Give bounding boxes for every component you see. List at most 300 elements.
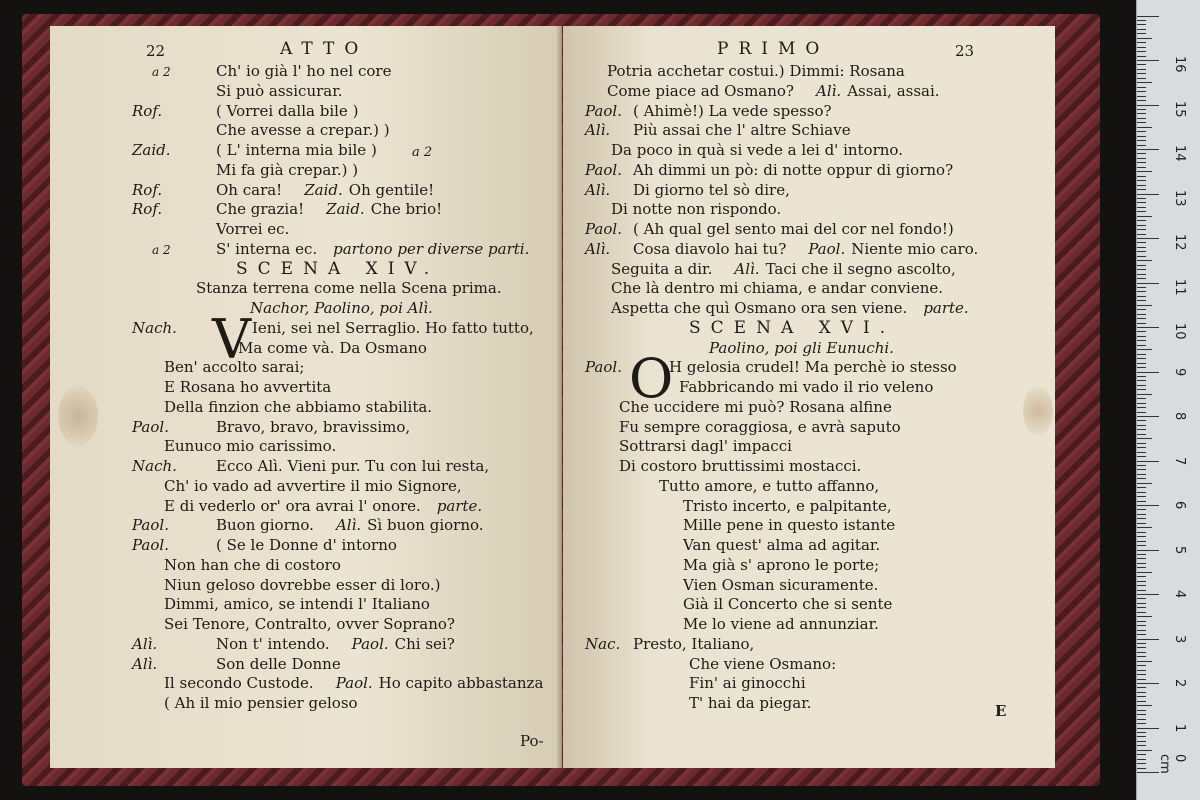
ruler-tick bbox=[1137, 29, 1146, 30]
verse-line bbox=[132, 141, 377, 161]
verse-text: Che avesse a crepar.) ) bbox=[216, 121, 390, 140]
signature-mark: E bbox=[995, 702, 1007, 720]
ruler-tick bbox=[1137, 705, 1152, 706]
stage-direction: partono per diverse parti. bbox=[333, 239, 530, 258]
ruler-tick bbox=[1137, 461, 1159, 462]
ruler-tick bbox=[1137, 185, 1146, 186]
verse-line bbox=[132, 240, 529, 261]
verse-text: Non t' intendo. bbox=[216, 634, 330, 653]
stage-direction: Paolino, poi gli Eunuchi. bbox=[709, 338, 894, 357]
verse-text: Potria acchetar costui.) Dimmi: Rosana bbox=[607, 62, 905, 80]
ruler-tick bbox=[1137, 314, 1146, 315]
speaker-label: Zaid. bbox=[132, 141, 171, 159]
stage-direction: Nachor, Paolino, poi Alì. bbox=[250, 299, 433, 317]
ruler-tick bbox=[1137, 438, 1152, 439]
verse-text: Seguita a dir. bbox=[611, 259, 713, 278]
ruler-tick bbox=[1137, 162, 1146, 163]
ruler-tick bbox=[1137, 576, 1146, 577]
speaker-label: Paol. bbox=[808, 239, 846, 258]
ruler-tick bbox=[1137, 367, 1146, 368]
ruler-tick bbox=[1137, 558, 1146, 559]
ruler-tick bbox=[1137, 483, 1152, 484]
ruler-tick bbox=[1137, 60, 1159, 61]
ruler-tick bbox=[1137, 238, 1159, 239]
verse-line bbox=[132, 497, 482, 517]
verse-line bbox=[132, 121, 390, 141]
ruler-tick bbox=[1137, 710, 1146, 711]
verse-text: Più assai che l' altre Schiave bbox=[633, 121, 851, 140]
verse-line bbox=[132, 339, 427, 359]
ruler-tick bbox=[1137, 412, 1146, 413]
verse-line bbox=[585, 121, 851, 141]
paper-stain bbox=[58, 386, 98, 446]
ruler-tick bbox=[1137, 683, 1159, 684]
verse-line bbox=[585, 102, 832, 122]
ruler-tick bbox=[1137, 340, 1146, 341]
ruler-tick bbox=[1137, 590, 1146, 591]
ruler-tick bbox=[1137, 47, 1146, 48]
ruler-tick bbox=[1137, 741, 1146, 742]
ruler-tick bbox=[1137, 621, 1146, 622]
verse-text: Non han che di costoro bbox=[164, 555, 341, 574]
ruler-tick bbox=[1137, 398, 1146, 399]
ruler-tick bbox=[1137, 478, 1146, 479]
ruler-tick bbox=[1137, 536, 1146, 537]
ruler-tick bbox=[1137, 456, 1146, 457]
verse-line bbox=[132, 576, 440, 596]
ruler-tick bbox=[1137, 354, 1146, 355]
ruler-label: 6 bbox=[1172, 501, 1187, 510]
verse-text: Oh cara! bbox=[216, 180, 283, 199]
ruler-tick bbox=[1137, 24, 1146, 25]
ruler-tick bbox=[1137, 180, 1146, 181]
verse-line bbox=[132, 82, 343, 102]
ruler-tick bbox=[1137, 211, 1146, 212]
speaker-label: Alì. bbox=[585, 121, 611, 140]
ruler-label: 8 bbox=[1172, 412, 1187, 421]
verse-line bbox=[585, 181, 790, 201]
verse-line bbox=[585, 62, 905, 82]
verse-line bbox=[132, 398, 432, 418]
left-page bbox=[50, 26, 562, 768]
right-page bbox=[563, 26, 1055, 768]
ruler-tick bbox=[1137, 16, 1159, 17]
ruler-tick bbox=[1137, 496, 1146, 497]
verse-line bbox=[585, 299, 969, 319]
verse-line bbox=[132, 378, 331, 398]
ruler-tick bbox=[1137, 256, 1146, 257]
verse-text: Me lo viene ad annunziar. bbox=[683, 615, 879, 633]
verse-line bbox=[585, 595, 892, 615]
verse-text: Ho capito abbastanza bbox=[378, 674, 544, 693]
ruler-tick bbox=[1137, 51, 1146, 52]
ruler-tick bbox=[1137, 87, 1146, 88]
ruler-tick bbox=[1137, 728, 1159, 729]
speaker-label: Paol. bbox=[132, 417, 169, 436]
ruler-tick bbox=[1137, 527, 1152, 528]
verse-text: Si può assicurar. bbox=[216, 81, 343, 100]
ruler-tick bbox=[1137, 220, 1146, 221]
ruler-label: 11 bbox=[1172, 278, 1187, 296]
verse-line bbox=[132, 102, 358, 122]
speaker-label: Paol. bbox=[335, 674, 373, 693]
ruler-tick bbox=[1137, 443, 1146, 444]
ruler-tick bbox=[1137, 305, 1152, 306]
ruler-tick bbox=[1137, 607, 1146, 608]
speaker-label: a 2 bbox=[152, 242, 171, 257]
verse-text: Come piace ad Osmano? bbox=[607, 81, 794, 100]
ruler-tick bbox=[1137, 64, 1146, 65]
scene-heading: SCENA XVI. bbox=[689, 317, 896, 338]
ruler-tick bbox=[1137, 229, 1146, 230]
verse-line bbox=[132, 595, 430, 615]
verse-text: Ah dimmi un pò: di notte oppur di giorno? bbox=[633, 160, 954, 179]
page-number: 23 bbox=[955, 42, 975, 60]
ruler-label: 10 bbox=[1172, 323, 1187, 340]
verse-line bbox=[132, 200, 442, 220]
verse-text: ( L' interna mia bile ) bbox=[216, 141, 377, 159]
speaker-label: Zaid. bbox=[304, 180, 343, 199]
ruler-label: 14 bbox=[1172, 145, 1187, 162]
ruler-tick bbox=[1137, 545, 1146, 546]
drop-cap: O bbox=[629, 347, 674, 411]
verse-line bbox=[132, 694, 358, 714]
verse-line bbox=[132, 477, 462, 497]
verse-line bbox=[585, 635, 754, 655]
ruler-label: 2 bbox=[1172, 679, 1187, 688]
ruler-tick bbox=[1137, 56, 1146, 57]
verse-text: Aspetta che quì Osmano ora sen viene. bbox=[611, 299, 908, 317]
ruler-tick bbox=[1137, 385, 1146, 386]
verse-text: Cosa diavolo hai tu? bbox=[633, 239, 787, 258]
ruler-tick bbox=[1137, 140, 1146, 141]
ruler-tick bbox=[1137, 692, 1146, 693]
verse-line bbox=[585, 418, 901, 438]
ruler-tick bbox=[1137, 265, 1146, 266]
ruler-tick bbox=[1137, 216, 1152, 217]
ruler-tick bbox=[1137, 380, 1146, 381]
verse-text: Niun geloso dovrebbe esser di loro.) bbox=[164, 575, 441, 594]
speaker-label: Nac. bbox=[585, 634, 621, 653]
scene-setting: Stanza terrena come nella Scena prima. bbox=[196, 279, 502, 298]
ruler-tick bbox=[1137, 345, 1146, 346]
ruler-label: 9 bbox=[1172, 367, 1187, 376]
ruler-tick bbox=[1137, 300, 1146, 301]
ruler-tick bbox=[1137, 331, 1146, 332]
ruler-tick bbox=[1137, 318, 1146, 319]
ruler-tick bbox=[1137, 127, 1152, 128]
ruler-tick bbox=[1137, 563, 1146, 564]
verse-line bbox=[132, 655, 341, 675]
verse-text: S' interna ec. bbox=[216, 239, 318, 258]
ruler-tick bbox=[1137, 532, 1146, 533]
speaker-label: Rof. bbox=[132, 101, 163, 120]
speaker-label: Nach. bbox=[132, 318, 177, 337]
ruler-tick bbox=[1137, 260, 1152, 261]
ruler-tick bbox=[1137, 612, 1146, 613]
ruler-tick bbox=[1137, 665, 1146, 666]
verse-line bbox=[585, 141, 903, 161]
verse-text: ( Vorrei dalla bile ) bbox=[216, 101, 359, 120]
verse-text: Oh gentile! bbox=[348, 180, 435, 199]
ruler-tick bbox=[1137, 363, 1146, 364]
ruler-tick bbox=[1137, 674, 1146, 675]
ruler-tick bbox=[1137, 96, 1146, 97]
verse-text: ( Se le Donne d' intorno bbox=[216, 536, 397, 554]
ruler-tick bbox=[1137, 149, 1159, 150]
running-head: PRIMO bbox=[717, 39, 830, 59]
speaker-label: Alì. bbox=[335, 516, 362, 535]
verse-text: T' hai da piegar. bbox=[689, 694, 812, 712]
verse-text: E Rosana ho avvertita bbox=[164, 378, 332, 396]
verse-line bbox=[585, 497, 892, 517]
speaker-label: a 2 bbox=[152, 65, 171, 79]
speaker-label: Alì. bbox=[132, 634, 158, 653]
ruler-tick bbox=[1137, 100, 1146, 101]
speaker-label: Alì. bbox=[585, 180, 611, 199]
ruler-tick bbox=[1137, 274, 1146, 275]
ruler-tick bbox=[1137, 425, 1146, 426]
speaker-label: Paol. bbox=[585, 358, 622, 377]
ruler-label: 1 bbox=[1172, 723, 1187, 732]
verse-line bbox=[132, 418, 410, 438]
ruler-tick bbox=[1137, 505, 1159, 506]
ruler-tick bbox=[1137, 474, 1146, 475]
ruler-tick bbox=[1137, 581, 1146, 582]
ruler-tick bbox=[1137, 389, 1146, 390]
ruler-tick bbox=[1137, 469, 1146, 470]
verse-text: Dimmi, amico, se intendi l' Italiano bbox=[164, 595, 430, 614]
verse-line bbox=[132, 674, 543, 694]
measurement-ruler bbox=[1136, 0, 1200, 800]
ruler-tick bbox=[1137, 323, 1146, 324]
ruler-tick bbox=[1137, 38, 1152, 39]
verse-line bbox=[585, 536, 880, 556]
verse-text: Vorrei ec. bbox=[216, 220, 290, 238]
ruler-tick bbox=[1137, 122, 1146, 123]
verse-line bbox=[585, 477, 879, 497]
verse-line bbox=[585, 82, 940, 102]
ruler-tick bbox=[1137, 630, 1146, 631]
ruler-tick bbox=[1137, 109, 1146, 110]
ruler-tick bbox=[1137, 118, 1146, 119]
verse-text: Ma come và. Da Osmano bbox=[238, 338, 427, 357]
ruler-tick bbox=[1137, 69, 1146, 70]
speaker-label: Paol. bbox=[585, 160, 622, 179]
verse-text: Che uccidere mi può? Rosana alfine bbox=[619, 397, 892, 416]
verse-text: Vien Osman sicuramente. bbox=[683, 575, 879, 594]
ruler-tick bbox=[1137, 283, 1159, 284]
verse-line bbox=[585, 655, 836, 675]
ruler-tick bbox=[1137, 251, 1146, 252]
ruler-tick bbox=[1137, 550, 1159, 551]
ruler-tick bbox=[1137, 487, 1146, 488]
verse-text: Eunuco mio carissimo. bbox=[164, 437, 337, 456]
ruler-tick bbox=[1137, 78, 1146, 79]
verse-text: H gelosia crudel! Ma perchè io stesso bbox=[669, 358, 957, 377]
ruler-tick bbox=[1137, 518, 1146, 519]
ruler-tick bbox=[1137, 91, 1146, 92]
verse-text: Tutto amore, e tutto affanno, bbox=[659, 476, 880, 495]
paper-stain bbox=[1023, 386, 1053, 436]
ruler-tick bbox=[1137, 202, 1146, 203]
ruler-tick bbox=[1137, 745, 1146, 746]
verse-text: Sì buon giorno. bbox=[367, 516, 484, 535]
verse-text: Buon giorno. bbox=[216, 516, 314, 535]
verse-text: E di vederlo or' ora avrai l' onore. bbox=[164, 496, 421, 515]
ruler-tick bbox=[1137, 416, 1159, 417]
ruler-tick bbox=[1137, 287, 1146, 288]
verse-text: ( Ah il mio pensier geloso bbox=[164, 694, 358, 712]
ruler-tick bbox=[1137, 82, 1152, 83]
ruler-label: 16 bbox=[1172, 56, 1187, 73]
ruler-tick bbox=[1137, 768, 1146, 769]
verse-line bbox=[132, 615, 455, 635]
verse-line bbox=[585, 378, 933, 398]
verse-line bbox=[585, 576, 878, 596]
verse-line bbox=[585, 200, 781, 220]
ruler-tick bbox=[1137, 420, 1146, 421]
ruler-tick bbox=[1137, 403, 1146, 404]
ruler-tick bbox=[1137, 309, 1146, 310]
ruler-tick bbox=[1137, 763, 1146, 764]
ruler-label: 0 cm bbox=[1157, 754, 1187, 774]
verse-text: Che là dentro mi chiama, e andar conviene. bbox=[611, 279, 943, 298]
ruler-tick bbox=[1137, 572, 1152, 573]
ruler-tick bbox=[1137, 167, 1146, 168]
verse-text: Bravo, bravo, bravissimo, bbox=[216, 417, 411, 436]
verse-text: Di costoro bruttissimi mostacci. bbox=[619, 457, 862, 475]
verse-text: Assai, assai. bbox=[847, 81, 940, 100]
verse-text: Il secondo Custode. bbox=[164, 674, 314, 693]
ruler-tick bbox=[1137, 189, 1146, 190]
verse-text: Tristo incerto, e palpitante, bbox=[683, 496, 892, 515]
speaker-label: Zaid. bbox=[326, 200, 365, 219]
ruler-tick bbox=[1137, 541, 1146, 542]
ruler-tick bbox=[1137, 514, 1146, 515]
ruler-tick bbox=[1137, 434, 1146, 435]
ruler-tick bbox=[1137, 603, 1146, 604]
speaker-label: Paol. bbox=[351, 634, 389, 653]
verse-text: Ma già s' aprono le porte; bbox=[683, 555, 880, 574]
ruler-tick bbox=[1137, 291, 1146, 292]
ruler-tick bbox=[1137, 429, 1146, 430]
ruler-tick bbox=[1137, 687, 1146, 688]
ruler-tick bbox=[1137, 247, 1146, 248]
verse-text: Mille pene in questo istante bbox=[683, 516, 896, 535]
ruler-tick bbox=[1137, 198, 1146, 199]
ruler-tick bbox=[1137, 567, 1146, 568]
stage-direction: parte. bbox=[923, 299, 969, 317]
verse-text: Van quest' alma ad agitar. bbox=[683, 536, 881, 554]
verse-line bbox=[132, 516, 484, 536]
ruler-tick bbox=[1137, 759, 1146, 760]
verse-text: Già il Concerto che si sente bbox=[683, 595, 893, 614]
verse-text: Fabbricando mi vado il rio veleno bbox=[679, 378, 934, 396]
verse-line bbox=[585, 220, 954, 240]
verse-text: Ben' accolto sarai; bbox=[164, 358, 305, 377]
ruler-tick bbox=[1137, 452, 1146, 453]
ruler-tick bbox=[1137, 194, 1159, 195]
verse-text: ( Ah qual gel sento mai del cor nel fondo!) bbox=[633, 220, 954, 238]
verse-line bbox=[585, 398, 892, 418]
speaker-label: Alì. bbox=[132, 654, 158, 673]
ruler-tick bbox=[1137, 358, 1146, 359]
ruler-tick bbox=[1137, 736, 1146, 737]
ruler-tick bbox=[1137, 554, 1146, 555]
verse-line bbox=[132, 220, 289, 240]
verse-line bbox=[132, 62, 391, 83]
ruler-label: 3 bbox=[1172, 634, 1187, 643]
ruler-tick bbox=[1137, 492, 1146, 493]
verse-text: Che viene Osmano: bbox=[689, 654, 837, 673]
ruler-tick bbox=[1137, 656, 1146, 657]
verse-line bbox=[585, 556, 879, 576]
verse-line bbox=[585, 615, 879, 635]
ruler-tick bbox=[1137, 639, 1159, 640]
ruler-tick bbox=[1137, 750, 1152, 751]
running-head: ATTO bbox=[280, 39, 369, 59]
ruler-tick bbox=[1137, 754, 1146, 755]
ruler-tick bbox=[1137, 269, 1146, 270]
verse-text: Sei Tenore, Contralto, ovver Soprano? bbox=[164, 615, 455, 633]
ruler-tick bbox=[1137, 33, 1146, 34]
ruler-label: 7 bbox=[1172, 456, 1187, 465]
verse-text: Fin' ai ginocchi bbox=[689, 674, 806, 693]
ruler-tick bbox=[1137, 598, 1146, 599]
verse-line bbox=[132, 536, 397, 556]
ruler-tick bbox=[1137, 376, 1146, 377]
verse-line bbox=[585, 260, 956, 280]
speaker-label: Rof. bbox=[132, 180, 163, 199]
verse-line bbox=[132, 457, 489, 477]
verse-text: Ecco Alì. Vieni pur. Tu con lui resta, bbox=[216, 457, 490, 475]
ruler-tick bbox=[1137, 679, 1146, 680]
ruler-tick bbox=[1137, 225, 1146, 226]
ruler-tick bbox=[1137, 234, 1146, 235]
verse-text: Di notte non rispondo. bbox=[611, 200, 782, 219]
ruler-tick bbox=[1137, 661, 1152, 662]
verse-line bbox=[132, 635, 455, 655]
ruler-tick bbox=[1137, 171, 1152, 172]
verse-text: Son delle Donne bbox=[216, 654, 341, 673]
verse-text: Taci che il segno ascolto, bbox=[765, 259, 956, 278]
verse-text: Mi fa già crepar.) ) bbox=[216, 160, 359, 179]
ruler-tick bbox=[1137, 336, 1146, 337]
speaker-label: Paol. bbox=[132, 516, 169, 535]
verse-text: Ch' io vado ad avvertire il mio Signore, bbox=[164, 476, 462, 495]
verse-line bbox=[585, 437, 792, 457]
ruler-tick bbox=[1137, 296, 1146, 297]
ruler-tick bbox=[1137, 634, 1146, 635]
ruler-tick bbox=[1137, 278, 1146, 279]
ruler-label: 15 bbox=[1172, 100, 1187, 118]
speaker-label: Rof. bbox=[132, 200, 163, 219]
verse-line bbox=[132, 358, 304, 378]
verse-text: Che grazia! bbox=[216, 200, 305, 219]
ruler-tick bbox=[1137, 73, 1146, 74]
drop-cap: V bbox=[212, 307, 251, 371]
ruler-label: 13 bbox=[1172, 189, 1187, 207]
verse-text: Niente mio caro. bbox=[851, 239, 979, 258]
ruler-tick bbox=[1137, 701, 1146, 702]
verse-text: Sottrarsi dagl' impacci bbox=[619, 437, 792, 456]
verse-line bbox=[585, 161, 953, 181]
ruler-tick bbox=[1137, 696, 1146, 697]
catchword: Po- bbox=[520, 732, 544, 750]
ruler-tick bbox=[1137, 145, 1146, 146]
ruler-tick bbox=[1137, 714, 1146, 715]
